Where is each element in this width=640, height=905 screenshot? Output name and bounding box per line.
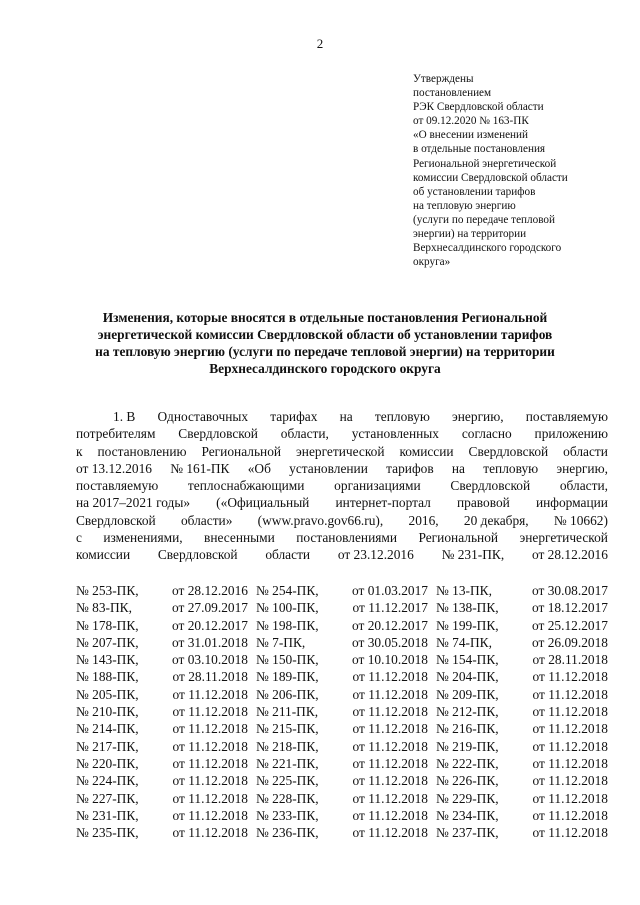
resolution-date: от 11.12.2018 (172, 738, 248, 754)
resolution-date: от 28.11.2018 (532, 652, 608, 668)
resolution-date: от 11.12.2018 (532, 721, 608, 737)
resolution-number: № 74-ПК, (436, 634, 492, 650)
paragraph-word: теплоснабжающими (187, 478, 305, 494)
paragraph-word: Одноставочных (157, 409, 249, 424)
resolution-date: от 11.12.2018 (352, 825, 428, 841)
resolution-date: от 26.09.2018 (532, 634, 608, 650)
resolution-date: от 11.12.2018 (352, 807, 428, 823)
resolution-number: № 189-ПК, (256, 669, 319, 685)
paragraph-word: тарифах (270, 409, 318, 424)
paragraph-word: к (76, 443, 83, 459)
resolution-date: от 11.12.2018 (352, 686, 428, 702)
resolution-date: от 18.12.2017 (532, 600, 608, 616)
paragraph-word: с (76, 530, 82, 546)
resolution-entry (436, 686, 608, 703)
resolution-number: № 7-ПК, (256, 634, 306, 650)
paragraph-word: организациями (334, 478, 421, 494)
resolution-entry (436, 582, 608, 599)
resolution-number: № 228-ПК, (256, 790, 319, 806)
paragraph-word: (www.pravo.gov66.ru), (257, 512, 384, 528)
paragraph-word: 1. В (113, 409, 136, 424)
resolution-date: от 11.12.2018 (352, 755, 428, 771)
paragraph-word: комиссии (399, 443, 454, 459)
resolution-number: № 221-ПК, (256, 755, 319, 771)
resolution-date: от 11.12.2018 (172, 773, 248, 789)
resolution-number: № 83-ПК, (76, 600, 132, 616)
resolution-number: № 206-ПК, (256, 686, 319, 702)
resolution-date: от 11.12.2018 (352, 790, 428, 806)
resolution-date: от 10.10.2018 (352, 652, 428, 668)
resolution-number: № 209-ПК, (436, 686, 499, 702)
approval-line: от 09.12.2020 № 163-ПК (413, 115, 529, 128)
resolution-date: от 01.03.2017 (352, 583, 428, 598)
resolution-entry (436, 790, 608, 807)
paragraph-line (76, 408, 608, 425)
resolution-number: № 150-ПК, (256, 652, 319, 668)
resolution-number: № 216-ПК, (436, 721, 499, 737)
resolution-entry (256, 617, 428, 634)
approval-line: округа» (413, 256, 451, 269)
paragraph-word: области (563, 443, 608, 459)
paragraph-word: области» (180, 512, 233, 528)
resolution-entry (76, 668, 248, 685)
paragraph-word: информации (535, 495, 608, 511)
paragraph-word: энергию, (556, 460, 608, 476)
paragraph-word: энергетической (296, 443, 385, 459)
resolution-number: № 154-ПК, (436, 652, 499, 668)
resolution-number: № 214-ПК, (76, 721, 139, 737)
resolution-entry (256, 582, 428, 599)
resolution-row (76, 738, 608, 755)
paragraph-word: потребителям (76, 426, 156, 442)
resolution-number: № 219-ПК, (436, 738, 499, 754)
resolution-entry (256, 824, 428, 841)
paragraph-word: поставляемую (525, 409, 608, 424)
resolution-date: от 11.12.2018 (532, 825, 608, 841)
title-line: Верхнесалдинского городского округа (209, 361, 441, 376)
resolution-number: № 100-ПК, (256, 600, 319, 616)
paragraph-word: комиссии (76, 547, 131, 563)
resolution-date: от 11.12.2018 (532, 704, 608, 720)
resolution-number: № 224-ПК, (76, 773, 139, 789)
resolution-number: № 212-ПК, (436, 704, 499, 720)
resolution-date: от 11.12.2018 (532, 686, 608, 702)
paragraph-line (76, 494, 608, 511)
resolution-date: от 27.09.2017 (172, 600, 248, 616)
paragraph-word: внесенными (204, 530, 275, 546)
paragraph-line (76, 460, 608, 477)
resolution-row (76, 720, 608, 737)
resolution-date: от 11.12.2018 (352, 669, 428, 685)
paragraph-word: от 13.12.2016 (76, 460, 152, 476)
paragraph-word: тарифов (386, 460, 434, 476)
resolution-number: № 211-ПК, (256, 704, 319, 720)
resolution-row (76, 617, 608, 634)
resolution-number: № 253-ПК, (76, 583, 139, 598)
paragraph-line (76, 425, 608, 442)
resolution-date: от 03.10.2018 (172, 652, 248, 668)
paragraph-word: установлении (289, 460, 368, 476)
resolution-entry (256, 703, 428, 720)
resolution-number: № 254-ПК, (256, 583, 319, 598)
resolution-entry (256, 807, 428, 824)
paragraph-word: области, (559, 478, 608, 494)
approval-line: на тепловую энергию (413, 199, 516, 212)
resolution-date: от 11.12.2018 (532, 755, 608, 771)
approval-block (413, 72, 628, 269)
resolution-date: от 25.12.2017 (532, 617, 608, 633)
paragraph-word: № 10662) (553, 512, 608, 528)
resolution-number: № 210-ПК, (76, 704, 139, 720)
resolution-date: от 11.12.2018 (532, 669, 608, 685)
resolution-date: от 30.05.2018 (352, 634, 428, 650)
resolution-row (76, 772, 608, 789)
resolution-entry (76, 599, 248, 616)
resolution-row (76, 824, 608, 841)
resolution-date: от 11.12.2018 (172, 721, 248, 737)
resolution-row (76, 807, 608, 824)
resolution-entry (256, 668, 428, 685)
resolution-date: от 20.12.2017 (352, 617, 428, 633)
resolution-number: № 226-ПК, (436, 773, 499, 789)
paragraph-word: изменениями, (103, 530, 183, 546)
paragraph-line (76, 512, 608, 529)
approval-line: «О внесении изменений (413, 129, 529, 142)
resolution-number: № 143-ПК, (76, 652, 139, 668)
paragraph-word: на (339, 409, 353, 424)
resolution-entry (256, 772, 428, 789)
resolution-entry (76, 686, 248, 703)
paragraph-word: установленных (351, 426, 439, 442)
resolution-date: от 11.12.2018 (352, 773, 428, 789)
approval-line: Утверждены (413, 73, 474, 85)
resolution-date: от 11.12.2018 (172, 686, 248, 702)
resolution-entry (436, 720, 608, 737)
resolution-entry (76, 703, 248, 720)
resolution-entry (256, 790, 428, 807)
resolution-number: № 198-ПК, (256, 617, 319, 633)
paragraph-word: тепловую (374, 409, 430, 424)
approval-line: энергии) на территории (413, 228, 527, 241)
resolution-number: № 227-ПК, (76, 790, 139, 806)
resolution-entry (436, 634, 608, 651)
resolution-date: от 11.12.2018 (532, 807, 608, 823)
paragraph-word: энергию, (452, 409, 504, 424)
resolution-entry (436, 807, 608, 824)
intro-paragraph (76, 408, 608, 564)
resolution-date: от 11.12.2018 (352, 738, 428, 754)
paragraph-line (76, 546, 608, 563)
approval-line: об установлении тарифов (413, 185, 536, 198)
resolution-entry (76, 720, 248, 737)
resolution-number: № 229-ПК, (436, 790, 499, 806)
paragraph-word: Региональной (201, 443, 282, 459)
paragraph-line (76, 529, 608, 546)
resolution-number: № 236-ПК, (256, 825, 319, 841)
resolution-number: № 13-ПК, (436, 583, 492, 598)
paragraph-word: «Об (247, 460, 271, 476)
paragraph-word: Свердловской (468, 443, 549, 459)
resolution-number: № 205-ПК, (76, 686, 139, 702)
resolution-entry (76, 617, 248, 634)
resolution-number: № 225-ПК, (256, 773, 319, 789)
resolution-date: от 11.12.2018 (532, 790, 608, 806)
paragraph-word: энергетической (519, 530, 608, 546)
paragraph-word: правовой (457, 495, 510, 511)
resolution-entry (76, 582, 248, 599)
resolution-date: от 11.12.2018 (172, 807, 248, 823)
resolution-entry (436, 668, 608, 685)
paragraph-word: области (265, 547, 311, 563)
paragraph-word: приложению (534, 426, 608, 442)
resolution-row (76, 755, 608, 772)
paragraph-word: Свердловской (450, 478, 531, 494)
paragraph-word: на 2017–2021 годы» (76, 495, 191, 511)
resolution-entry (76, 790, 248, 807)
resolution-number: № 178-ПК, (76, 617, 139, 633)
approval-line: комиссии Свердловской области (413, 171, 568, 184)
approval-line: постановлением (413, 87, 492, 100)
approval-line: (услуги по передаче тепловой (413, 213, 555, 226)
paragraph-word: Свердловской (157, 547, 238, 563)
resolution-date: от 20.12.2017 (172, 617, 248, 633)
resolution-entry (76, 651, 248, 668)
resolution-entry (256, 755, 428, 772)
paragraph-word: от 28.12.2016 (531, 547, 608, 563)
title-line: энергетической комиссии Свердловской области об установлении тарифов (97, 327, 553, 342)
resolution-number: № 218-ПК, (256, 738, 319, 754)
resolution-entry (76, 755, 248, 772)
paragraph-word: № 161-ПК (170, 460, 230, 476)
paragraph-word: 2016, (408, 512, 439, 528)
resolution-entry (256, 686, 428, 703)
paragraph-word: от 23.12.2016 (337, 547, 414, 563)
resolution-date: от 11.12.2017 (352, 600, 428, 616)
resolution-entry (436, 755, 608, 772)
resolution-number: № 199-ПК, (436, 617, 499, 633)
resolution-entry (436, 772, 608, 789)
resolution-entry (76, 824, 248, 841)
resolution-number: № 237-ПК, (436, 825, 499, 841)
resolution-entry (256, 634, 428, 651)
resolution-row (76, 634, 608, 651)
approval-line: РЭК Свердловской области (413, 101, 544, 114)
resolution-number: № 188-ПК, (76, 669, 139, 685)
resolution-number: № 234-ПК, (436, 807, 499, 823)
resolution-entry (436, 738, 608, 755)
resolution-date: от 11.12.2018 (172, 825, 248, 841)
resolution-row (76, 651, 608, 668)
resolution-date: от 28.11.2018 (172, 669, 248, 685)
resolution-entry (436, 703, 608, 720)
approval-line: Верхнесалдинского городского (413, 242, 562, 255)
resolution-number: № 138-ПК, (436, 600, 499, 616)
resolution-number: № 235-ПК, (76, 825, 139, 841)
resolution-list (76, 582, 608, 841)
resolution-entry (436, 824, 608, 841)
resolution-row (76, 703, 608, 720)
paragraph-word: постановлениями (296, 530, 398, 546)
resolution-date: от 28.12.2016 (172, 583, 248, 598)
resolution-date: от 11.12.2018 (172, 790, 248, 806)
resolution-number: № 220-ПК, (76, 755, 139, 771)
resolution-date: от 11.12.2018 (532, 738, 608, 754)
resolution-number: № 231-ПК, (76, 807, 139, 823)
resolution-number: № 207-ПК, (76, 634, 139, 650)
resolution-row (76, 668, 608, 685)
paragraph-line (76, 477, 608, 494)
resolution-entry (436, 599, 608, 616)
resolution-date: от 30.08.2017 (532, 583, 608, 598)
resolution-number: № 222-ПК, (436, 755, 499, 771)
paragraph-word: интернет-портал (335, 495, 431, 511)
resolution-row (76, 790, 608, 807)
paragraph-word: Свердловской (178, 426, 258, 442)
resolution-entry (256, 651, 428, 668)
paragraph-word: тепловую (483, 460, 539, 476)
paragraph-word: № 231-ПК, (441, 547, 505, 563)
paragraph-word: согласно (461, 426, 512, 442)
paragraph-word: Свердловской (76, 512, 156, 528)
resolution-date: от 11.12.2018 (352, 721, 428, 737)
paragraph-line (76, 443, 608, 460)
resolution-entry (256, 720, 428, 737)
resolution-date: от 11.12.2018 (172, 755, 248, 771)
resolution-entry (76, 738, 248, 755)
resolution-entry (436, 617, 608, 634)
approval-line: в отдельные постановления (413, 143, 546, 156)
paragraph-word: 20 декабря, (463, 512, 529, 528)
paragraph-word: на (451, 460, 465, 476)
resolution-entry (76, 772, 248, 789)
resolution-number: № 217-ПК, (76, 738, 139, 754)
paragraph-word: («Официальный (216, 495, 310, 511)
paragraph-word: Региональной (418, 530, 499, 546)
resolution-number: № 204-ПК, (436, 669, 499, 685)
paragraph-word: области, (280, 426, 329, 442)
resolution-number: № 215-ПК, (256, 721, 319, 737)
paragraph-word: постановлению (97, 443, 187, 459)
page-number: 2 (316, 36, 324, 51)
resolution-entry (256, 599, 428, 616)
resolution-date: от 31.01.2018 (172, 634, 248, 650)
document-title (70, 309, 580, 377)
resolution-entry (76, 634, 248, 651)
resolution-entry (256, 738, 428, 755)
resolution-row (76, 599, 608, 616)
resolution-entry (436, 651, 608, 668)
resolution-date: от 11.12.2018 (352, 704, 428, 720)
resolution-row (76, 582, 608, 599)
resolution-number: № 233-ПК, (256, 807, 319, 823)
title-line: Изменения, которые вносятся в отдельные постановления Региональной (102, 310, 548, 325)
resolution-date: от 11.12.2018 (172, 704, 248, 720)
resolution-date: от 11.12.2018 (532, 773, 608, 789)
paragraph-word: поставляемую (76, 478, 159, 494)
approval-line: Региональной энергетической (413, 157, 557, 170)
title-line: на тепловую энергию (услуги по передаче тепловой энергии) на территории (95, 344, 555, 359)
resolution-row (76, 686, 608, 703)
resolution-entry (76, 807, 248, 824)
